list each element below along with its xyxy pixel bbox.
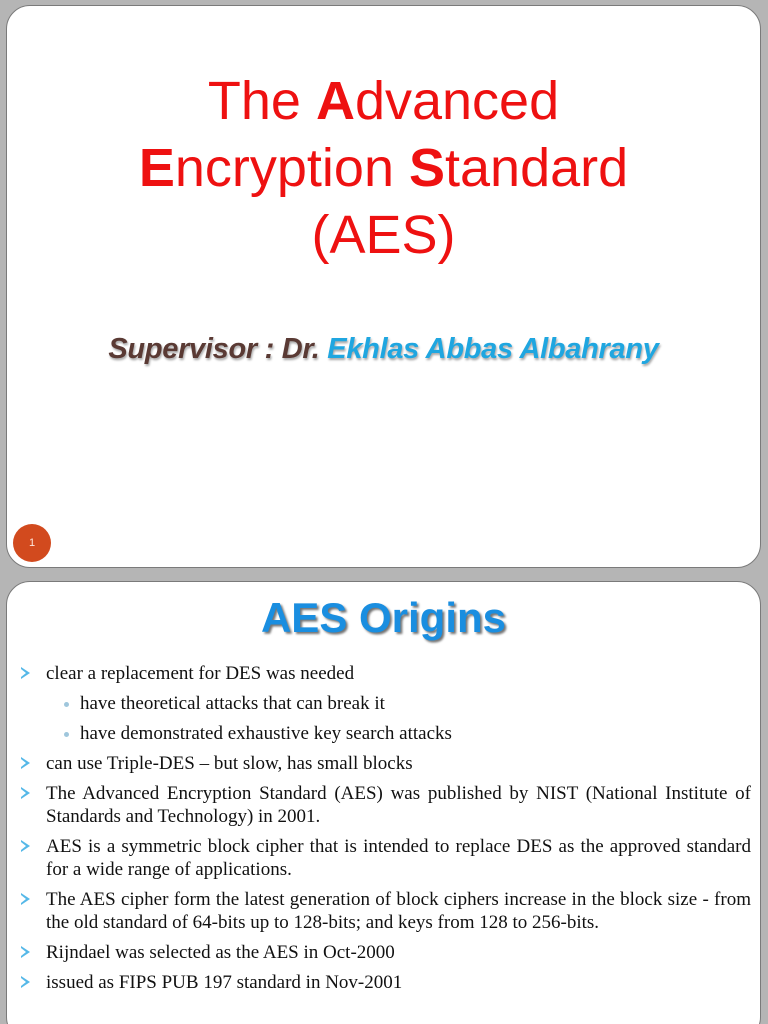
bullet-item xyxy=(21,662,751,685)
supervisor-line xyxy=(7,333,760,366)
arrow-bullet-icon xyxy=(21,840,30,852)
arrow-bullet-icon xyxy=(21,946,30,958)
content-slide xyxy=(6,581,761,1024)
title-line-3 xyxy=(7,202,760,269)
bullet-item xyxy=(21,941,751,964)
supervisor-name: Ekhlas Abbas Albahrany xyxy=(327,333,659,365)
bullet-list xyxy=(21,662,751,1001)
sub-bullet-text: have theoretical attacks that can break it xyxy=(80,693,385,714)
supervisor-label: Supervisor : Dr. xyxy=(108,333,328,365)
arrow-bullet-icon xyxy=(21,976,30,988)
arrow-bullet-icon xyxy=(21,757,30,769)
sub-bullet-item xyxy=(21,692,751,715)
bullet-text: Rijndael was selected as the AES in Oct-2000 xyxy=(46,942,395,963)
title-segment: The xyxy=(207,71,316,131)
bullet-text: clear a replacement for DES was needed xyxy=(46,663,355,684)
slide-heading: AES Origins xyxy=(260,594,507,641)
slide-title xyxy=(7,68,760,269)
arrow-bullet-icon xyxy=(21,787,30,799)
title-segment: dvanced xyxy=(354,71,560,131)
arrow-bullet-icon xyxy=(21,667,30,679)
bullet-item xyxy=(21,835,751,881)
bullet-text: The Advanced Encryption Standard (AES) was published by NIST (National Institute of Standards and Technology) in 2001. xyxy=(46,783,751,827)
bullet-text: can use Triple-DES – but slow, has small blocks xyxy=(46,753,413,774)
bullet-text: issued as FIPS PUB 197 standard in Nov-2001 xyxy=(46,972,403,993)
title-segment: ncryption xyxy=(174,138,409,198)
page-number-badge: 1 xyxy=(13,524,51,562)
title-slide xyxy=(6,5,761,568)
dot-bullet-icon xyxy=(64,732,69,737)
bullet-text: The AES cipher form the latest generation of block ciphers increase in the block size - from the old standard of 64-bits up to 128-bits; and keys from 128 to 256-bits. xyxy=(46,889,751,933)
bullet-text: AES is a symmetric block cipher that is intended to replace DES as the approved standard for a wide range of applications. xyxy=(46,836,751,880)
bullet-item xyxy=(21,752,751,775)
title-line-2 xyxy=(7,135,760,202)
sub-bullet-text: have demonstrated exhaustive key search attacks xyxy=(80,723,452,744)
title-initial: S xyxy=(408,138,446,198)
sub-bullet-item xyxy=(21,722,751,745)
arrow-bullet-icon xyxy=(21,893,30,905)
title-initial: E xyxy=(138,138,175,198)
bullet-item xyxy=(21,782,751,828)
title-segment: (AES) xyxy=(311,205,456,265)
bullet-item xyxy=(21,971,751,994)
title-segment: tandard xyxy=(445,138,629,198)
bullet-item xyxy=(21,888,751,934)
title-line-1 xyxy=(7,68,760,135)
dot-bullet-icon xyxy=(64,702,69,707)
title-initial: A xyxy=(315,71,355,131)
